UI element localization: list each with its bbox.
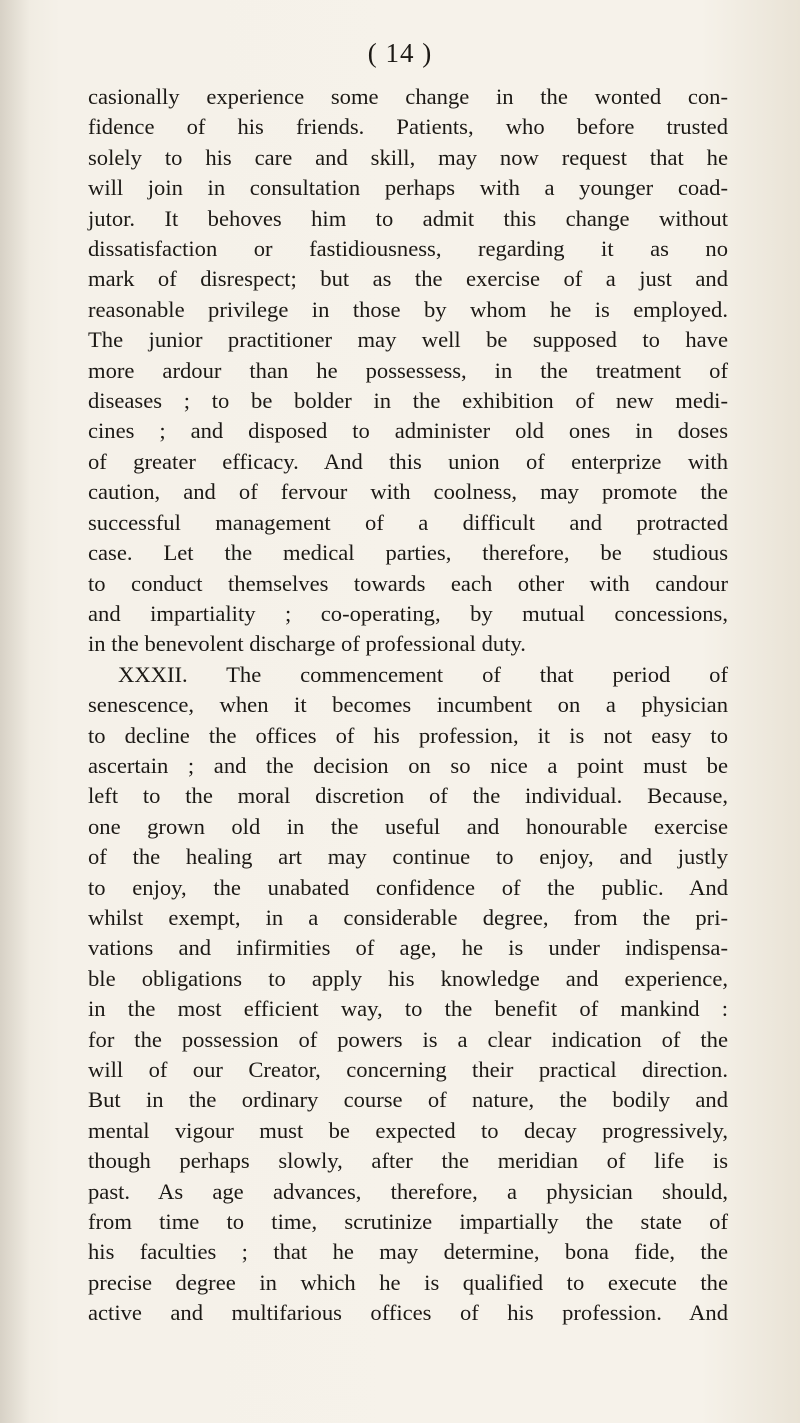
section-xxxii-heading-line: XXXII. The commencement of that period of bbox=[118, 661, 728, 687]
text-line: diseases ; to be bolder in the exhibition of new medi- bbox=[88, 388, 728, 414]
text-line: though perhaps slowly, after the meridian of life is bbox=[88, 1148, 728, 1174]
text-line: dissatisfaction or fastidiousness, regarding it as no bbox=[88, 236, 728, 262]
text-line: to conduct themselves towards each other with candour bbox=[88, 570, 728, 596]
text-line: The junior practitioner may well be supposed to have bbox=[88, 327, 728, 353]
text-line: solely to his care and skill, may now request that he bbox=[88, 144, 728, 170]
text-line: and impartiality ; co-operating, by mutual concessions, bbox=[88, 600, 728, 626]
text-line: ascertain ; and the decision on so nice a point must be bbox=[88, 752, 728, 778]
text-line: mark of disrespect; but as the exercise of a just and bbox=[88, 266, 728, 292]
text-line: of greater efficacy. And this union of enterprize with bbox=[88, 448, 728, 474]
text-line: case. Let the medical parties, therefore, be studious bbox=[88, 540, 728, 566]
text-line: past. As age advances, therefore, a physician should, bbox=[88, 1178, 728, 1204]
text-line: But in the ordinary course of nature, the bodily and bbox=[88, 1087, 728, 1113]
text-line: for the possession of powers is a clear indication of the bbox=[88, 1026, 728, 1052]
text-line: caution, and of fervour with coolness, may promote the bbox=[88, 479, 728, 505]
text-line: to decline the offices of his profession, it is not easy to bbox=[88, 722, 728, 748]
text-line: senescence, when it becomes incumbent on a physician bbox=[88, 692, 728, 718]
text-line: his faculties ; that he may determine, bona fide, the bbox=[88, 1239, 728, 1265]
text-line: left to the moral discretion of the individual. Because, bbox=[88, 783, 728, 809]
text-line: active and multifarious offices of his profession. And bbox=[88, 1300, 728, 1326]
text-line: will of our Creator, concerning their practical direction. bbox=[88, 1057, 728, 1082]
text-line: vations and infirmities of age, he is under indispensa- bbox=[88, 935, 728, 961]
text-line: jutor. It behoves him to admit this change without bbox=[88, 205, 728, 231]
text-line: reasonable privilege in those by whom he is employed. bbox=[88, 296, 728, 322]
binding-shadow bbox=[0, 0, 30, 1423]
page-number: ( 14 ) bbox=[367, 38, 433, 68]
text-line: whilst exempt, in a considerable degree, from the pri- bbox=[88, 904, 728, 930]
text-line: to enjoy, the unabated confidence of the public. And bbox=[88, 874, 728, 900]
text-line: casionally experience some change in the wonted con- bbox=[88, 84, 728, 109]
text-line: ble obligations to apply his knowledge and experience, bbox=[88, 965, 728, 991]
text-line: one grown old in the useful and honourable exercise bbox=[88, 813, 728, 839]
text-line: in the most efficient way, to the benefit of mankind : bbox=[88, 996, 728, 1022]
text-line: fidence of his friends. Patients, who before trusted bbox=[88, 114, 728, 140]
text-line: cines ; and disposed to administer old ones in doses bbox=[88, 418, 728, 444]
text-line: precise degree in which he is qualified to execute the bbox=[88, 1269, 728, 1295]
text-line: of the healing art may continue to enjoy, and justly bbox=[88, 844, 728, 870]
text-line: mental vigour must be expected to decay progressively, bbox=[88, 1117, 728, 1143]
body-text bbox=[88, 82, 728, 1329]
text-line: from time to time, scrutinize impartially the state of bbox=[88, 1209, 728, 1235]
text-line: successful management of a difficult and protracted bbox=[88, 509, 728, 535]
paragraph-end-line: in the benevolent discharge of professional duty. bbox=[88, 631, 526, 657]
text-line: will join in consultation perhaps with a younger coad- bbox=[88, 175, 728, 201]
text-line: more ardour than he possessess, in the treatment of bbox=[88, 357, 728, 383]
